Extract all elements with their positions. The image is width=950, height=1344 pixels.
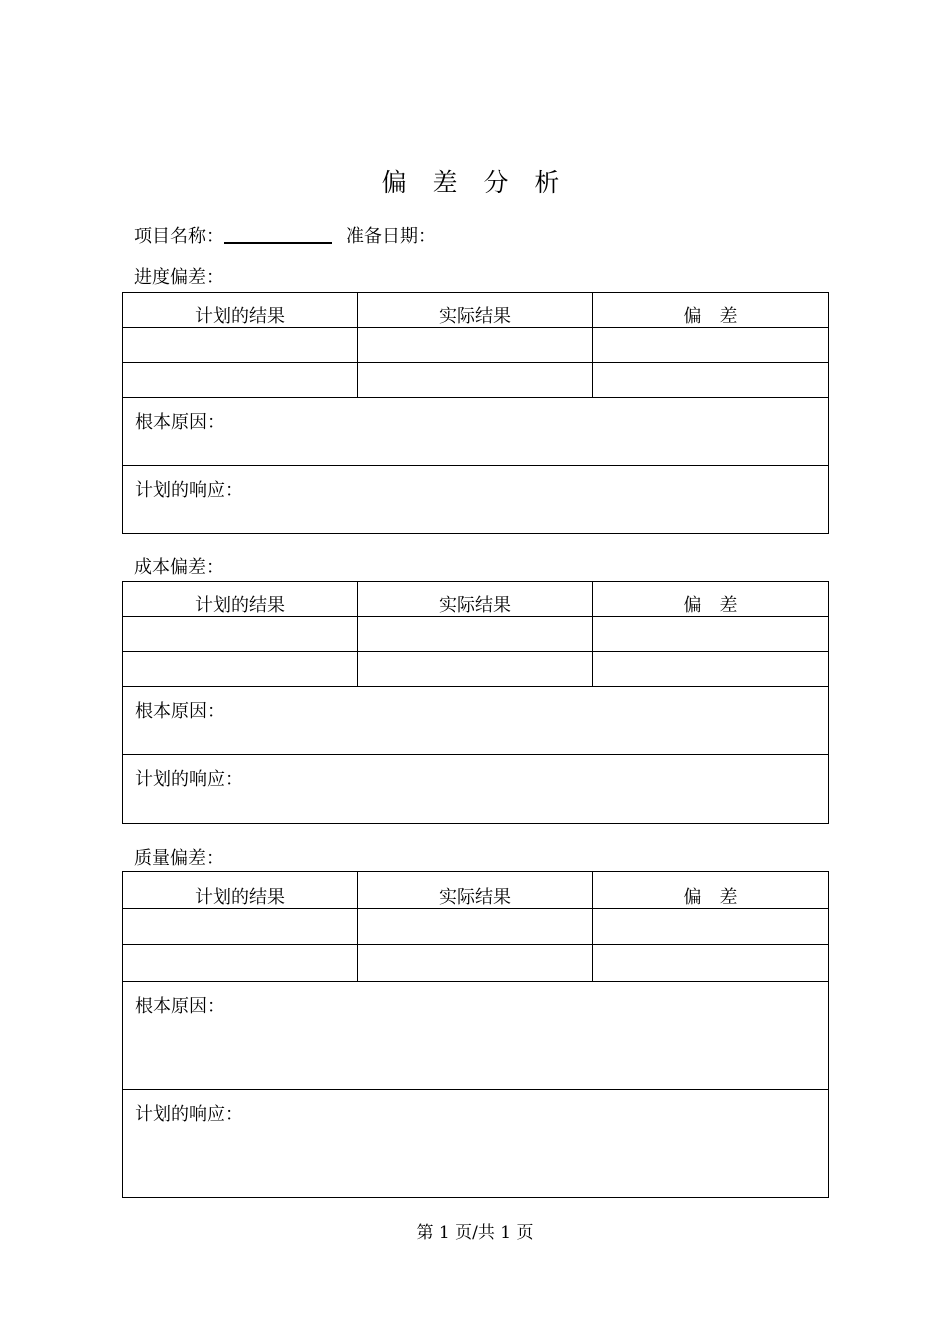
- quality-variance-table: [122, 871, 829, 1198]
- root-cause-cell[interactable]: [123, 398, 829, 466]
- root-cause-row: [123, 982, 829, 1090]
- schedule-variance-table: [122, 292, 829, 534]
- root-cause-label: 根本原因：: [135, 412, 225, 433]
- planned-result-cell[interactable]: [123, 363, 358, 398]
- actual-result-cell[interactable]: [358, 945, 593, 982]
- response-label: 计划的响应：: [135, 480, 243, 501]
- actual-result-cell[interactable]: [358, 617, 593, 652]
- planned-result-cell[interactable]: [123, 328, 358, 363]
- table-row: [123, 909, 829, 945]
- variance-cell[interactable]: [593, 909, 829, 945]
- response-cell[interactable]: [123, 466, 829, 534]
- actual-result-cell[interactable]: [358, 652, 593, 687]
- actual-result-cell[interactable]: [358, 909, 593, 945]
- table-row: [123, 328, 829, 363]
- table-row: [123, 363, 829, 398]
- planned-result-cell[interactable]: [123, 945, 358, 982]
- planned-result-header: 计划的结果: [123, 293, 358, 328]
- planned-result-cell[interactable]: [123, 909, 358, 945]
- cost-variance-table: [122, 581, 829, 824]
- project-name-blank[interactable]: [224, 222, 332, 244]
- table-row: [123, 617, 829, 652]
- variance-cell[interactable]: [593, 945, 829, 982]
- response-cell[interactable]: [123, 1090, 829, 1198]
- table-row: [123, 652, 829, 687]
- project-name-label: 项目名称：: [134, 226, 224, 247]
- project-meta: [134, 222, 436, 250]
- cost-variance-label: 成本偏差：: [134, 557, 224, 578]
- variance-cell[interactable]: [593, 328, 829, 363]
- actual-result-header: 实际结果: [358, 582, 593, 617]
- page-number: 第 1 页/共 1 页: [416, 1223, 534, 1243]
- planned-result-header: 计划的结果: [123, 872, 358, 909]
- response-cell[interactable]: [123, 755, 829, 824]
- quality-variance-label: 质量偏差：: [134, 848, 224, 869]
- planned-result-cell[interactable]: [123, 617, 358, 652]
- root-cause-row: [123, 398, 829, 466]
- table-header-row: [123, 872, 829, 909]
- table-header-row: [123, 582, 829, 617]
- root-cause-cell[interactable]: [123, 687, 829, 755]
- variance-header: 偏 差: [593, 293, 829, 328]
- response-row: [123, 1090, 829, 1198]
- root-cause-row: [123, 687, 829, 755]
- root-cause-label: 根本原因：: [135, 996, 225, 1017]
- actual-result-header: 实际结果: [358, 293, 593, 328]
- prep-date-label: 准备日期：: [346, 226, 436, 247]
- document-title: 偏 差 分 析: [381, 168, 569, 197]
- schedule-variance-label: 进度偏差：: [134, 267, 224, 288]
- table-row: [123, 945, 829, 982]
- planned-result-header: 计划的结果: [123, 582, 358, 617]
- table-header-row: [123, 293, 829, 328]
- response-label: 计划的响应：: [135, 1104, 243, 1125]
- variance-cell[interactable]: [593, 617, 829, 652]
- root-cause-label: 根本原因：: [135, 701, 225, 722]
- response-label: 计划的响应：: [135, 769, 243, 790]
- variance-cell[interactable]: [593, 363, 829, 398]
- root-cause-cell[interactable]: [123, 982, 829, 1090]
- variance-header: 偏 差: [593, 872, 829, 909]
- planned-result-cell[interactable]: [123, 652, 358, 687]
- actual-result-cell[interactable]: [358, 328, 593, 363]
- response-row: [123, 466, 829, 534]
- actual-result-cell[interactable]: [358, 363, 593, 398]
- actual-result-header: 实际结果: [358, 872, 593, 909]
- response-row: [123, 755, 829, 824]
- variance-cell[interactable]: [593, 652, 829, 687]
- variance-header: 偏 差: [593, 582, 829, 617]
